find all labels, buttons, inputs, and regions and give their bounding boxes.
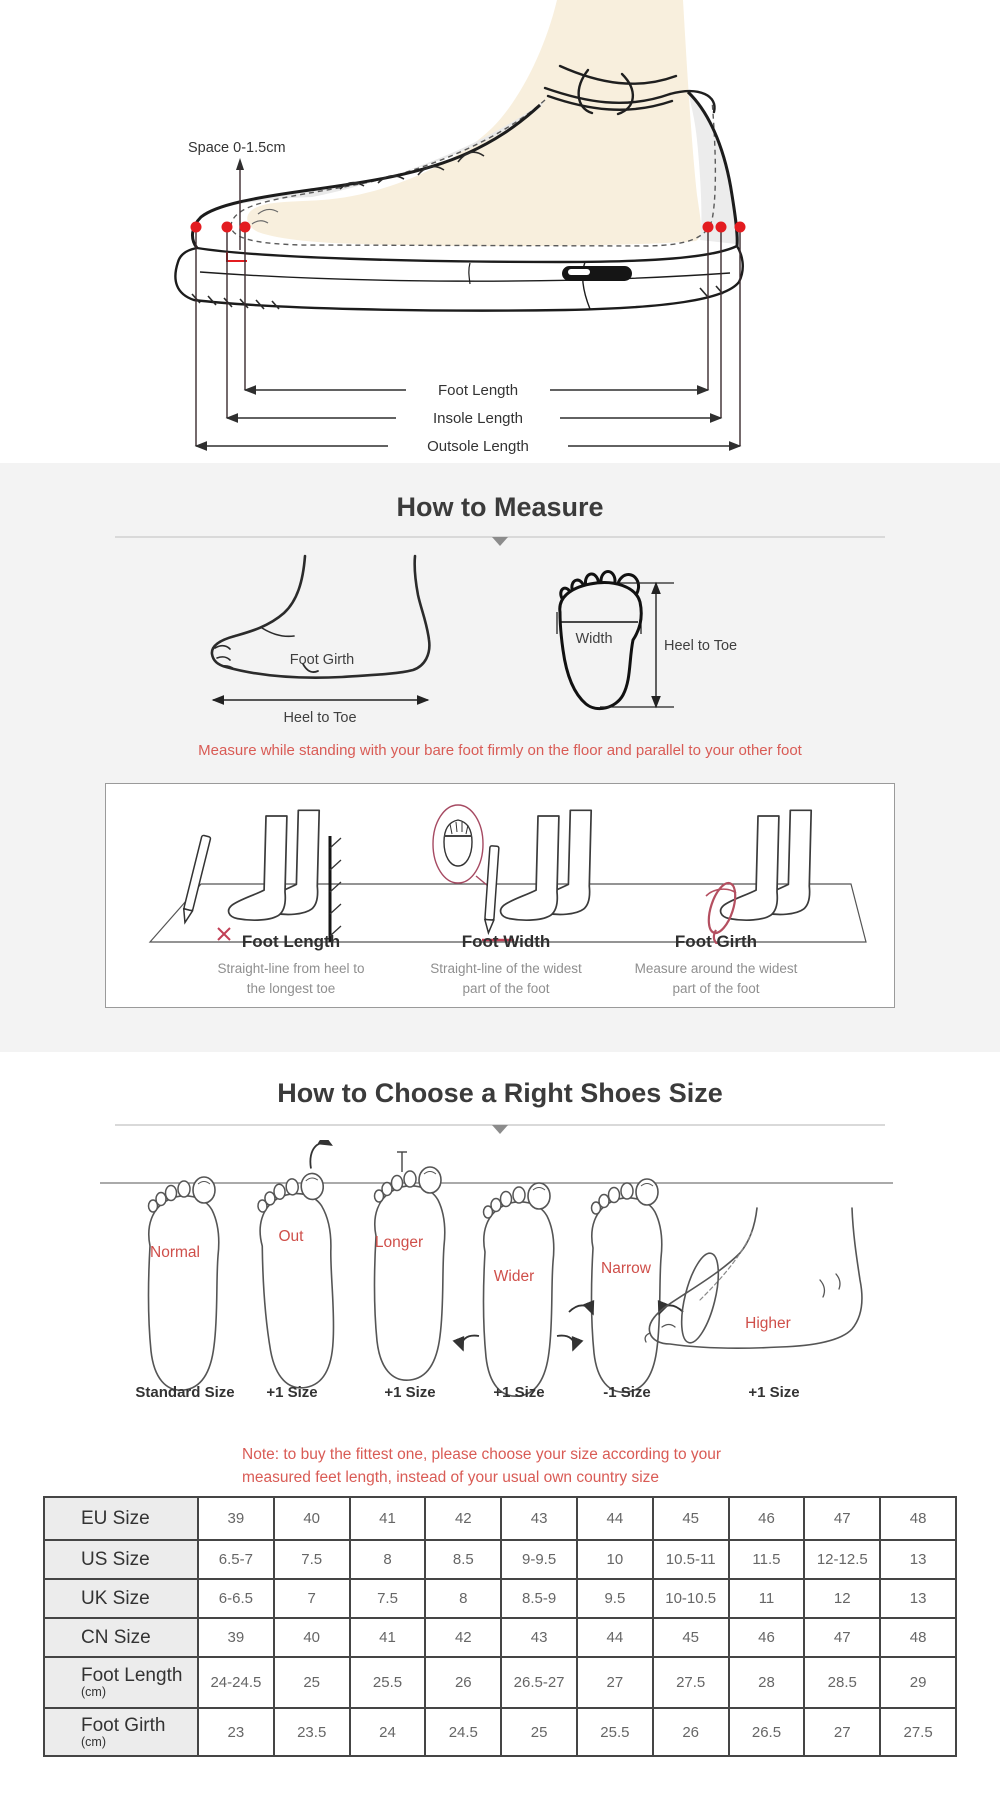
size-value-cell: 40: [274, 1618, 350, 1657]
size-value-cell: 46: [729, 1618, 805, 1657]
size-value-cell: 44: [577, 1497, 653, 1540]
size-value-cell: 25: [274, 1657, 350, 1708]
advice-label-longer: +1 Size: [384, 1384, 436, 1401]
size-value-cell: 9.5: [577, 1579, 653, 1618]
size-value-cell: 47: [804, 1618, 880, 1657]
table-row: [44, 1708, 956, 1756]
method-foot-length: Foot Length Straight-line from heel to the longest toe: [217, 932, 365, 996]
foot-types-figures: [0, 1140, 1000, 1405]
size-value-cell: 25: [501, 1708, 577, 1756]
size-value-cell: 7: [274, 1579, 350, 1618]
size-value-cell: 24.5: [425, 1708, 501, 1756]
size-value-cell: 25.5: [577, 1708, 653, 1756]
size-value-cell: 40: [274, 1497, 350, 1540]
size-table: [43, 1496, 957, 1757]
advice-label-narrow: -1 Size: [603, 1384, 651, 1401]
table-row: [44, 1618, 956, 1657]
divider-2: [115, 1124, 885, 1126]
measure-methods-box: [105, 783, 895, 1008]
size-value-cell: 9-9.5: [501, 1540, 577, 1579]
size-value-cell: 28.5: [804, 1657, 880, 1708]
size-value-cell: 45: [653, 1497, 729, 1540]
row-label: CN Size: [44, 1618, 198, 1657]
size-value-cell: 26.5: [729, 1708, 805, 1756]
size-value-cell: 42: [425, 1618, 501, 1657]
size-value-cell: 6.5-7: [198, 1540, 274, 1579]
advice-row: [0, 1384, 1000, 1408]
foot-type-label-longer: Longer: [374, 1234, 424, 1251]
how-to-measure-title: How to Measure: [396, 492, 604, 522]
size-value-cell: 23.5: [274, 1708, 350, 1756]
insole-length-label: Insole Length: [432, 410, 524, 427]
table-row: [44, 1657, 956, 1708]
size-value-cell: 46: [729, 1497, 805, 1540]
row-label: Foot Length (cm): [44, 1657, 198, 1708]
size-value-cell: 10: [577, 1540, 653, 1579]
size-value-cell: 24-24.5: [198, 1657, 274, 1708]
foot-silhouette: [247, 0, 701, 246]
sole: [175, 246, 742, 311]
size-value-cell: 10.5-11: [653, 1540, 729, 1579]
foot-type-label-normal: Normal: [150, 1244, 200, 1261]
size-value-cell: 39: [198, 1618, 274, 1657]
size-value-cell: 43: [501, 1497, 577, 1540]
measure-figures: [0, 462, 1000, 782]
advice-label-wider: +1 Size: [493, 1384, 545, 1401]
standing-note: Measure while standing with your bare foot firmly on the floor and parallel to your other foot: [198, 742, 802, 759]
size-value-cell: 28: [729, 1657, 805, 1708]
size-value-cell: 48: [880, 1497, 956, 1540]
size-value-cell: 10-10.5: [653, 1579, 729, 1618]
advice-label-out: +1 Size: [266, 1384, 318, 1401]
foot-type-label-narrow: Narrow: [601, 1260, 651, 1277]
shoe-fit-diagram: [0, 0, 1000, 462]
size-value-cell: 8.5: [425, 1540, 501, 1579]
size-value-cell: 6-6.5: [198, 1579, 274, 1618]
size-value-cell: 27: [804, 1708, 880, 1756]
sole-heeltoe-label: Heel to Toe: [664, 638, 738, 654]
row-label: Foot Girth (cm): [44, 1708, 198, 1756]
size-table-body: [44, 1497, 956, 1756]
size-value-cell: 29: [880, 1657, 956, 1708]
foot-type-label-higher: Higher: [745, 1315, 791, 1332]
sole-width-label: Width: [575, 631, 613, 647]
table-row: [44, 1540, 956, 1579]
size-value-cell: 24: [350, 1708, 426, 1756]
size-value-cell: 12-12.5: [804, 1540, 880, 1579]
table-row: [44, 1497, 956, 1540]
size-value-cell: 41: [350, 1618, 426, 1657]
size-value-cell: 42: [425, 1497, 501, 1540]
size-value-cell: 13: [880, 1540, 956, 1579]
size-value-cell: 12: [804, 1579, 880, 1618]
size-value-cell: 11: [729, 1579, 805, 1618]
size-value-cell: 48: [880, 1618, 956, 1657]
size-value-cell: 27: [577, 1657, 653, 1708]
size-value-cell: 13: [880, 1579, 956, 1618]
row-label: EU Size: [44, 1497, 198, 1540]
size-value-cell: 44: [577, 1618, 653, 1657]
size-value-cell: 23: [198, 1708, 274, 1756]
foot-type-label-out: Out: [278, 1228, 304, 1245]
size-value-cell: 41: [350, 1497, 426, 1540]
row-label: UK Size: [44, 1579, 198, 1618]
size-value-cell: 7.5: [274, 1540, 350, 1579]
size-value-cell: 27.5: [880, 1708, 956, 1756]
measure-methods-art: [106, 784, 894, 944]
advice-label-higher: +1 Size: [748, 1384, 800, 1401]
advice-label-normal: Standard Size: [135, 1384, 235, 1401]
outsole-length-label: Outsole Length: [427, 438, 529, 455]
size-value-cell: 8: [350, 1540, 426, 1579]
method-foot-width: Foot Width Straight-line of the widest part of the foot: [430, 932, 582, 996]
divider-arrow-icon: [492, 1125, 508, 1134]
size-value-cell: 7.5: [350, 1579, 426, 1618]
side-foot-heeltoe-label: Heel to Toe: [283, 710, 357, 726]
size-value-cell: 45: [653, 1618, 729, 1657]
row-label: US Size: [44, 1540, 198, 1579]
size-value-cell: 43: [501, 1618, 577, 1657]
foot-type-label-wider: Wider: [493, 1268, 535, 1285]
size-value-cell: 27.5: [653, 1657, 729, 1708]
size-value-cell: 47: [804, 1497, 880, 1540]
space-label: Space 0-1.5cm: [188, 140, 286, 156]
how-to-choose-title: How to Choose a Right Shoes Size: [277, 1078, 723, 1108]
method-foot-girth: Foot Girth Measure around the widest part of the foot: [634, 932, 798, 996]
table-row: [44, 1579, 956, 1618]
size-value-cell: 26: [425, 1657, 501, 1708]
side-foot-girth-label: Foot Girth: [289, 652, 355, 668]
size-value-cell: 8.5-9: [501, 1579, 577, 1618]
size-value-cell: 26: [653, 1708, 729, 1756]
size-value-cell: 39: [198, 1497, 274, 1540]
choose-note: Note: to buy the fittest one, please choose your size according to your measured feet length, instead of your usual own country size: [242, 1446, 722, 1486]
size-value-cell: 25.5: [350, 1657, 426, 1708]
size-value-cell: 11.5: [729, 1540, 805, 1579]
foot-length-label: Foot Length: [437, 382, 519, 399]
size-value-cell: 8: [425, 1579, 501, 1618]
size-value-cell: 26.5-27: [501, 1657, 577, 1708]
